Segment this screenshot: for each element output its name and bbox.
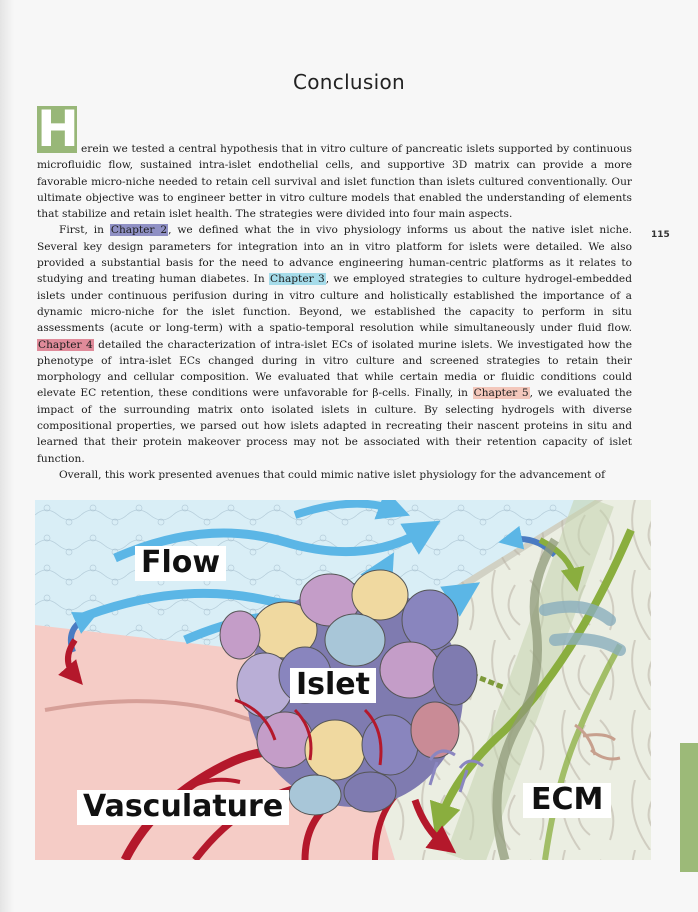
ecm-label: ECM	[523, 783, 611, 818]
flow-label: Flow	[135, 546, 226, 581]
paragraph-2	[37, 222, 632, 466]
vasculature-label: Vasculature	[77, 790, 289, 825]
page-title: Conclusion	[293, 70, 405, 94]
paragraph-2-text-1: First, in	[59, 224, 110, 237]
drop-cap: H	[37, 100, 79, 158]
islet-niche-figure	[35, 500, 651, 860]
page-edge-shadow	[0, 0, 14, 912]
islet-label: Islet	[290, 668, 376, 703]
chapter-5-highlight: Chapter 5	[473, 387, 529, 400]
chapter-4-highlight: Chapter 4	[38, 338, 93, 351]
paragraph-3: Overall, this work presented avenues that could mimic native islet physiology for the advancement of	[59, 468, 606, 481]
paragraph-2-text-5: , we evaluated the impact of the surrounding matrix onto isolated islets in culture. By selecting hydrogels with diverse compositional properties, we parsed out how islets adapted in recreating their nascent proteins in situ and learned that their protein makeover process may not be associated with their retention capacity of islet function.	[37, 387, 632, 465]
paragraph-1: erein we tested a central hypothesis that in vitro culture of pancreatic islets supported by continuous microfluidic flow, sustained intra-islet endothelial cells, and supportive 3D matrix can provide a more favorable micro-niche needed to retain cell survival and islet function than islets cultured conventionally. Our ultimate objective was to engineer better in vitro culture models that enabled the understanding of elements that stabilize and retain islet health. The strategies were divided into four main aspects.	[37, 143, 632, 221]
chapter-3-highlight: Chapter 3	[270, 273, 325, 286]
paragraph-2-text-4: detailed the characterization of intra-islet ECs of isolated murine islets. We investigated how the phenotype of intra-islet ECs changed during in vitro culture and screened strategies to retain their morphology and cellular composition. We evaluated that while certain media or fluidic conditions could elevate EC retention, these conditions were unfavorable for β-cells. Finally, in	[37, 338, 632, 400]
paragraph-2-text-3: , we employed strategies to culture hydrogel-embedded islets under continuous perifusion during in vitro culture and holistically established the importance of a dynamic micro-niche for the islet function. Beyond, we established the capacity to perform in situ assessments (acute or long-term) with a spatio-temporal resolution while simultaneously under fluid flow.	[37, 273, 632, 335]
paragraph-2-text-2: , we defined what the in vivo physiology informs us about the native islet niche. Several key design parameters for integration into an in vitro platform for islets were detailed. We also provided a substantial basis for the need to advance engineering human-centric platforms as it relates to studying and treating human diabetes. In	[37, 224, 632, 286]
page-number: 115	[651, 230, 670, 240]
body-text	[37, 141, 632, 483]
chapter-side-tab	[680, 743, 698, 872]
chapter-2-highlight: Chapter 2	[110, 224, 168, 237]
